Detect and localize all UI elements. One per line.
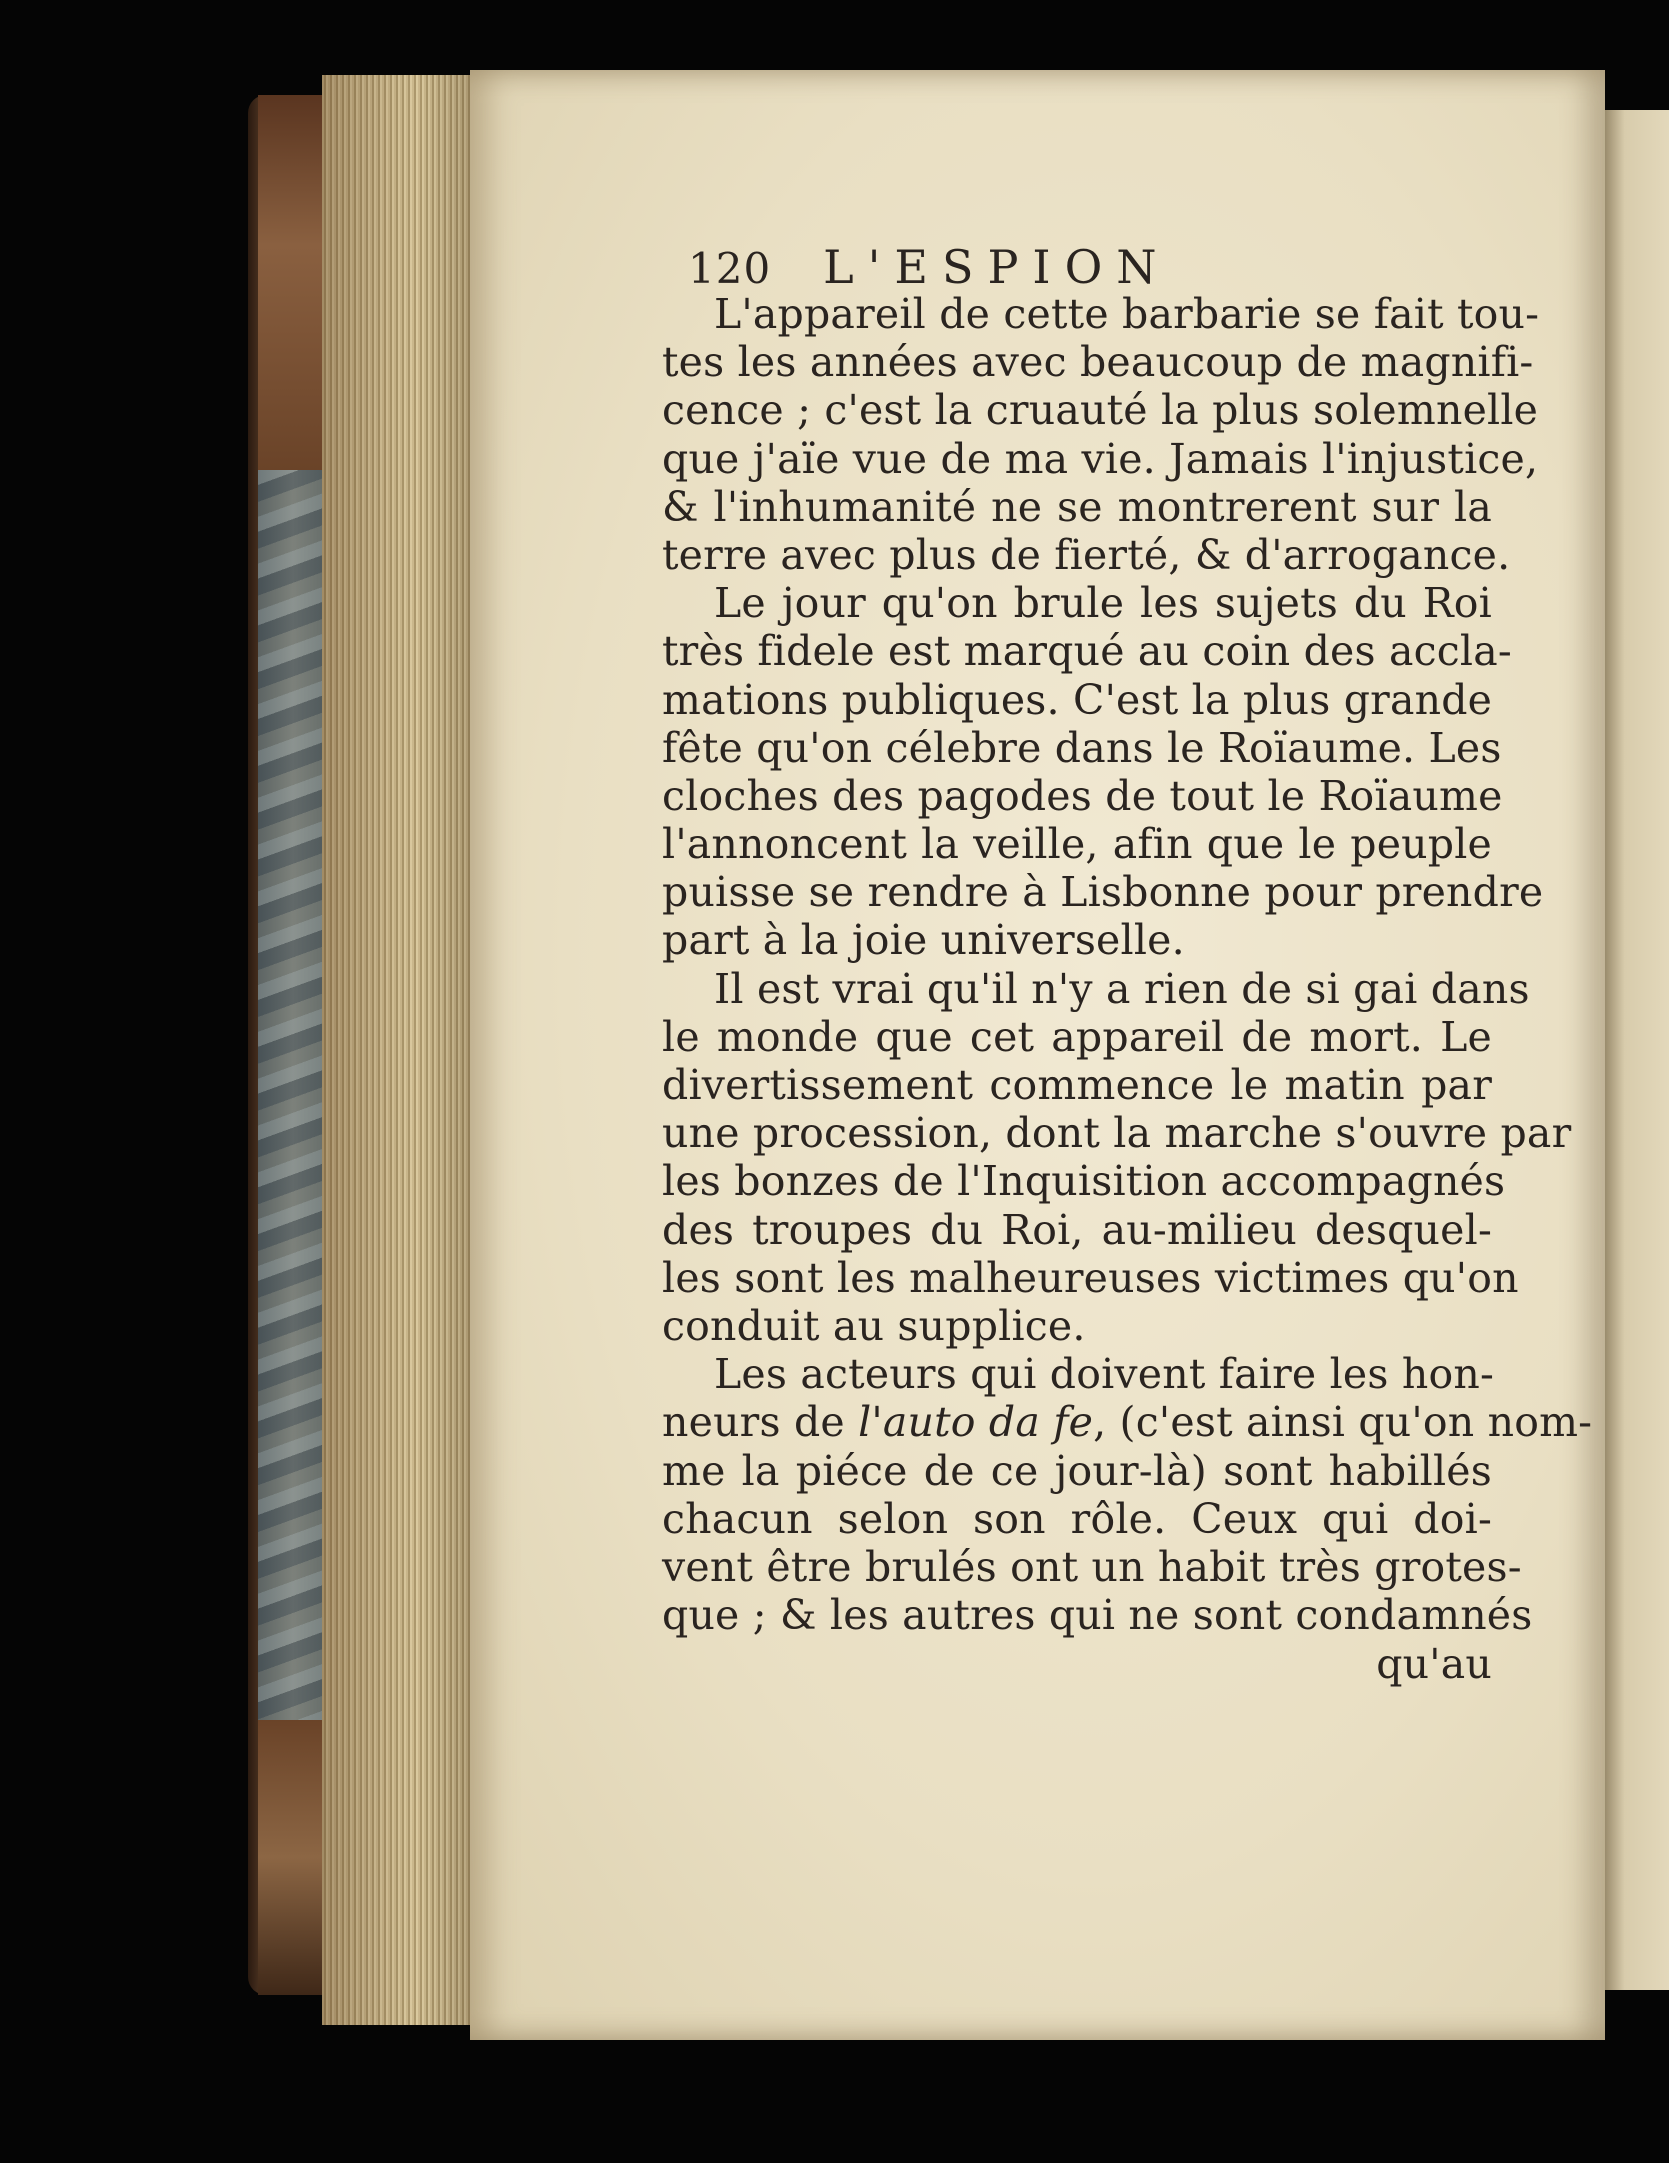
text-line: cloches des pagodes de tout le Roïaume bbox=[662, 771, 1503, 820]
text-line: Les acteurs qui doivent faire les hon- bbox=[714, 1350, 1494, 1399]
text-line: Il est vrai qu'il n'y a rien de si gai dans bbox=[714, 964, 1530, 1013]
catchword-line bbox=[662, 1640, 1492, 1688]
text-line: chacun selon son rôle. Ceux qui doi- bbox=[662, 1494, 1492, 1543]
text-line: les sont les malheureuses victimes qu'on bbox=[662, 1253, 1519, 1302]
text-line: vent être brulés ont un habit très grotes- bbox=[662, 1542, 1522, 1591]
text-line: puisse se rendre à Lisbonne pour prendre bbox=[662, 868, 1544, 917]
text-line: part à la joie universelle. bbox=[662, 916, 1185, 965]
text-line: Le jour qu'on brule les sujets du Roi bbox=[714, 579, 1492, 628]
text-line: divertissement commence le matin par bbox=[662, 1061, 1492, 1109]
leather-binding-top bbox=[258, 95, 328, 470]
text-line: très fidele est marqué au coin des accla- bbox=[662, 627, 1512, 676]
text-block bbox=[662, 290, 1593, 1640]
text-line: mations publiques. C'est la plus grande bbox=[662, 675, 1493, 724]
text-line: l'annoncent la veille, afin que le peuple bbox=[662, 820, 1492, 869]
text-line: tes les années avec beaucoup de magnifi- bbox=[662, 338, 1534, 387]
text-line: des troupes du Roi, au-milieu desquel- bbox=[662, 1205, 1492, 1254]
facing-page-edge bbox=[1595, 110, 1669, 1990]
page-number: 120 bbox=[688, 244, 772, 293]
text-line: que j'aïe vue de ma vie. Jamais l'injustice, bbox=[662, 434, 1539, 483]
text-line: terre avec plus de fierté, & d'arrogance. bbox=[662, 530, 1511, 579]
text-line: une procession, dont la marche s'ouvre par bbox=[662, 1109, 1572, 1158]
text-line: cence ; c'est la cruauté la plus solemnelle bbox=[662, 386, 1539, 435]
running-title: L'ESPION bbox=[823, 240, 1171, 294]
leather-binding-bottom bbox=[258, 1720, 328, 1995]
text-line: que ; & les autres qui ne sont condamnés bbox=[662, 1591, 1533, 1640]
text-line: & l'inhumanité ne se montrerent sur la bbox=[662, 482, 1492, 531]
text-line: le monde que cet appareil de mort. Le bbox=[662, 1012, 1492, 1061]
text-line: L'appareil de cette barbarie se fait tou- bbox=[714, 290, 1540, 338]
marbled-board bbox=[258, 470, 328, 1720]
text-line: me la piéce de ce jour-là) sont habillés bbox=[662, 1446, 1492, 1495]
text-line: les bonzes de l'Inquisition accompagnés bbox=[662, 1157, 1506, 1206]
catchword: qu'au bbox=[1376, 1639, 1492, 1688]
text-line: fête qu'on célebre dans le Roïaume. Les bbox=[662, 723, 1502, 772]
text-line: neurs de l'auto da fe, (c'est ainsi qu'on nom- bbox=[662, 1398, 1593, 1447]
text-line: conduit au supplice. bbox=[662, 1301, 1086, 1350]
